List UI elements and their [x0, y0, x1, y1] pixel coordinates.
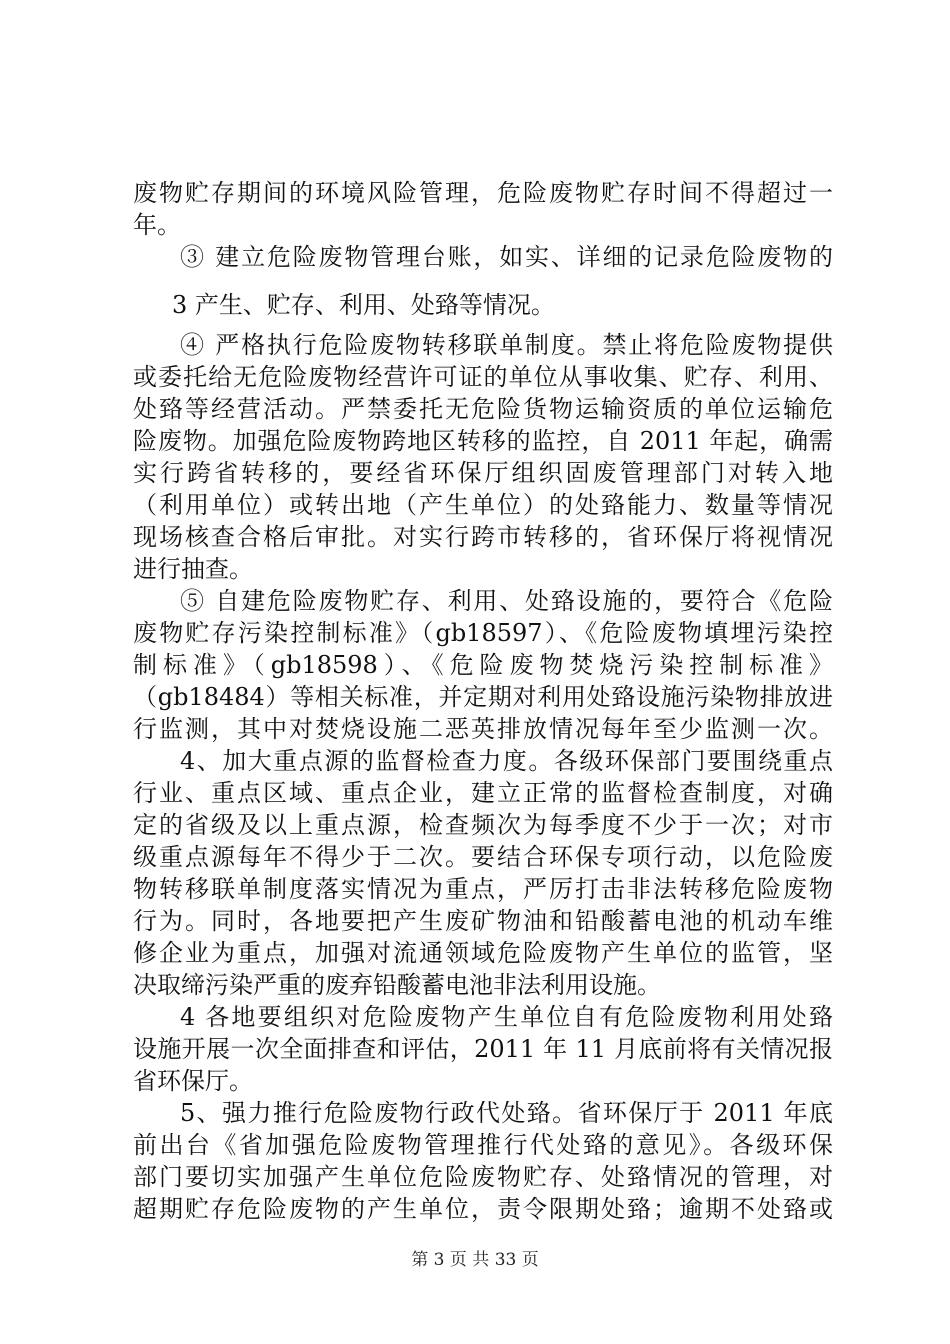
text-line: 4 各地要组织对危险废物产生单位自有危险废物利用处臵	[180, 1003, 833, 1031]
text-line: 行为。同时，各地要把产生废矿物油和铅酸蓄电池的机动车维	[133, 907, 833, 935]
text-line: 进行抽查。	[133, 555, 253, 583]
text-line: 年。	[133, 211, 181, 239]
text-line: 决取缔污染严重的废弃铅酸蓄电池非法利用设施。	[133, 971, 661, 999]
text-line: （利用单位）或转出地（产生单位）的处臵能力、数量等情况	[133, 491, 833, 519]
text-line: 定的省级及以上重点源，检查频次为每季度不少于一次；对市	[133, 811, 833, 839]
text-line: ④ 严格执行危险废物转移联单制度。禁止将危险废物提供	[180, 331, 833, 359]
text-line: （gb18484）等相关标准，并定期对利用处臵设施污染物排放进	[133, 683, 833, 711]
page-number: 第 3 页 共 33 页	[411, 1250, 539, 1270]
text-line: 4、加大重点源的监督检查力度。各级环保部门要围绕重点	[180, 747, 833, 775]
text-line: 险废物。加强危险废物跨地区转移的监控，自 2011 年起，确需	[133, 427, 833, 455]
text-line: 省环保厅。	[133, 1067, 253, 1095]
text-line: 3 产生、贮存、利用、处臵等情况。	[172, 291, 555, 319]
text-line: 处臵等经营活动。严禁委托无危险货物运输资质的单位运输危	[133, 395, 833, 423]
text-line: 制标准》（gb18598）、《危险废物焚烧污染控制标准》	[133, 651, 833, 679]
text-line: 废物贮存污染控制标准》（gb18597）、《危险废物填埋污染控	[133, 619, 833, 647]
text-line: 修企业为重点，加强对流通领域危险废物产生单位的监管，坚	[133, 939, 833, 967]
text-line: 行业、重点区域、重点企业，建立正常的监督检查制度，对确	[133, 779, 833, 807]
text-line: 或委托给无危险废物经营许可证的单位从事收集、贮存、利用、	[133, 363, 833, 391]
text-line: 物转移联单制度落实情况为重点，严厉打击非法转移危险废物	[133, 875, 833, 903]
text-line: 行监测，其中对焚烧设施二恶英排放情况每年至少监测一次。	[133, 715, 833, 743]
text-line: 实行跨省转移的，要经省环保厅组织固废管理部门对转入地	[133, 459, 833, 487]
text-line: 现场核查合格后审批。对实行跨市转移的，省环保厅将视情况	[133, 523, 833, 551]
text-line: 5、强力推行危险废物行政代处臵。省环保厅于 2011 年底	[180, 1099, 833, 1127]
text-line: 超期贮存危险废物的产生单位，责令限期处臵；逾期不处臵或	[133, 1195, 833, 1223]
text-line: 前出台《省加强危险废物管理推行代处臵的意见》。各级环保	[133, 1131, 833, 1159]
text-line: ③ 建立危险废物管理台账，如实、详细的记录危险废物的	[180, 243, 833, 271]
text-line: 部门要切实加强产生单位危险废物贮存、处臵情况的管理，对	[133, 1163, 833, 1191]
text-line: 设施开展一次全面排查和评估，2011 年 11 月底前将有关情况报	[133, 1035, 833, 1063]
text-line: 级重点源每年不得少于二次。要结合环保专项行动，以危险废	[133, 843, 833, 871]
text-line: ⑤ 自建危险废物贮存、利用、处臵设施的，要符合《危险	[180, 587, 833, 615]
text-line: 废物贮存期间的环境风险管理，危险废物贮存时间不得超过一	[133, 179, 833, 207]
